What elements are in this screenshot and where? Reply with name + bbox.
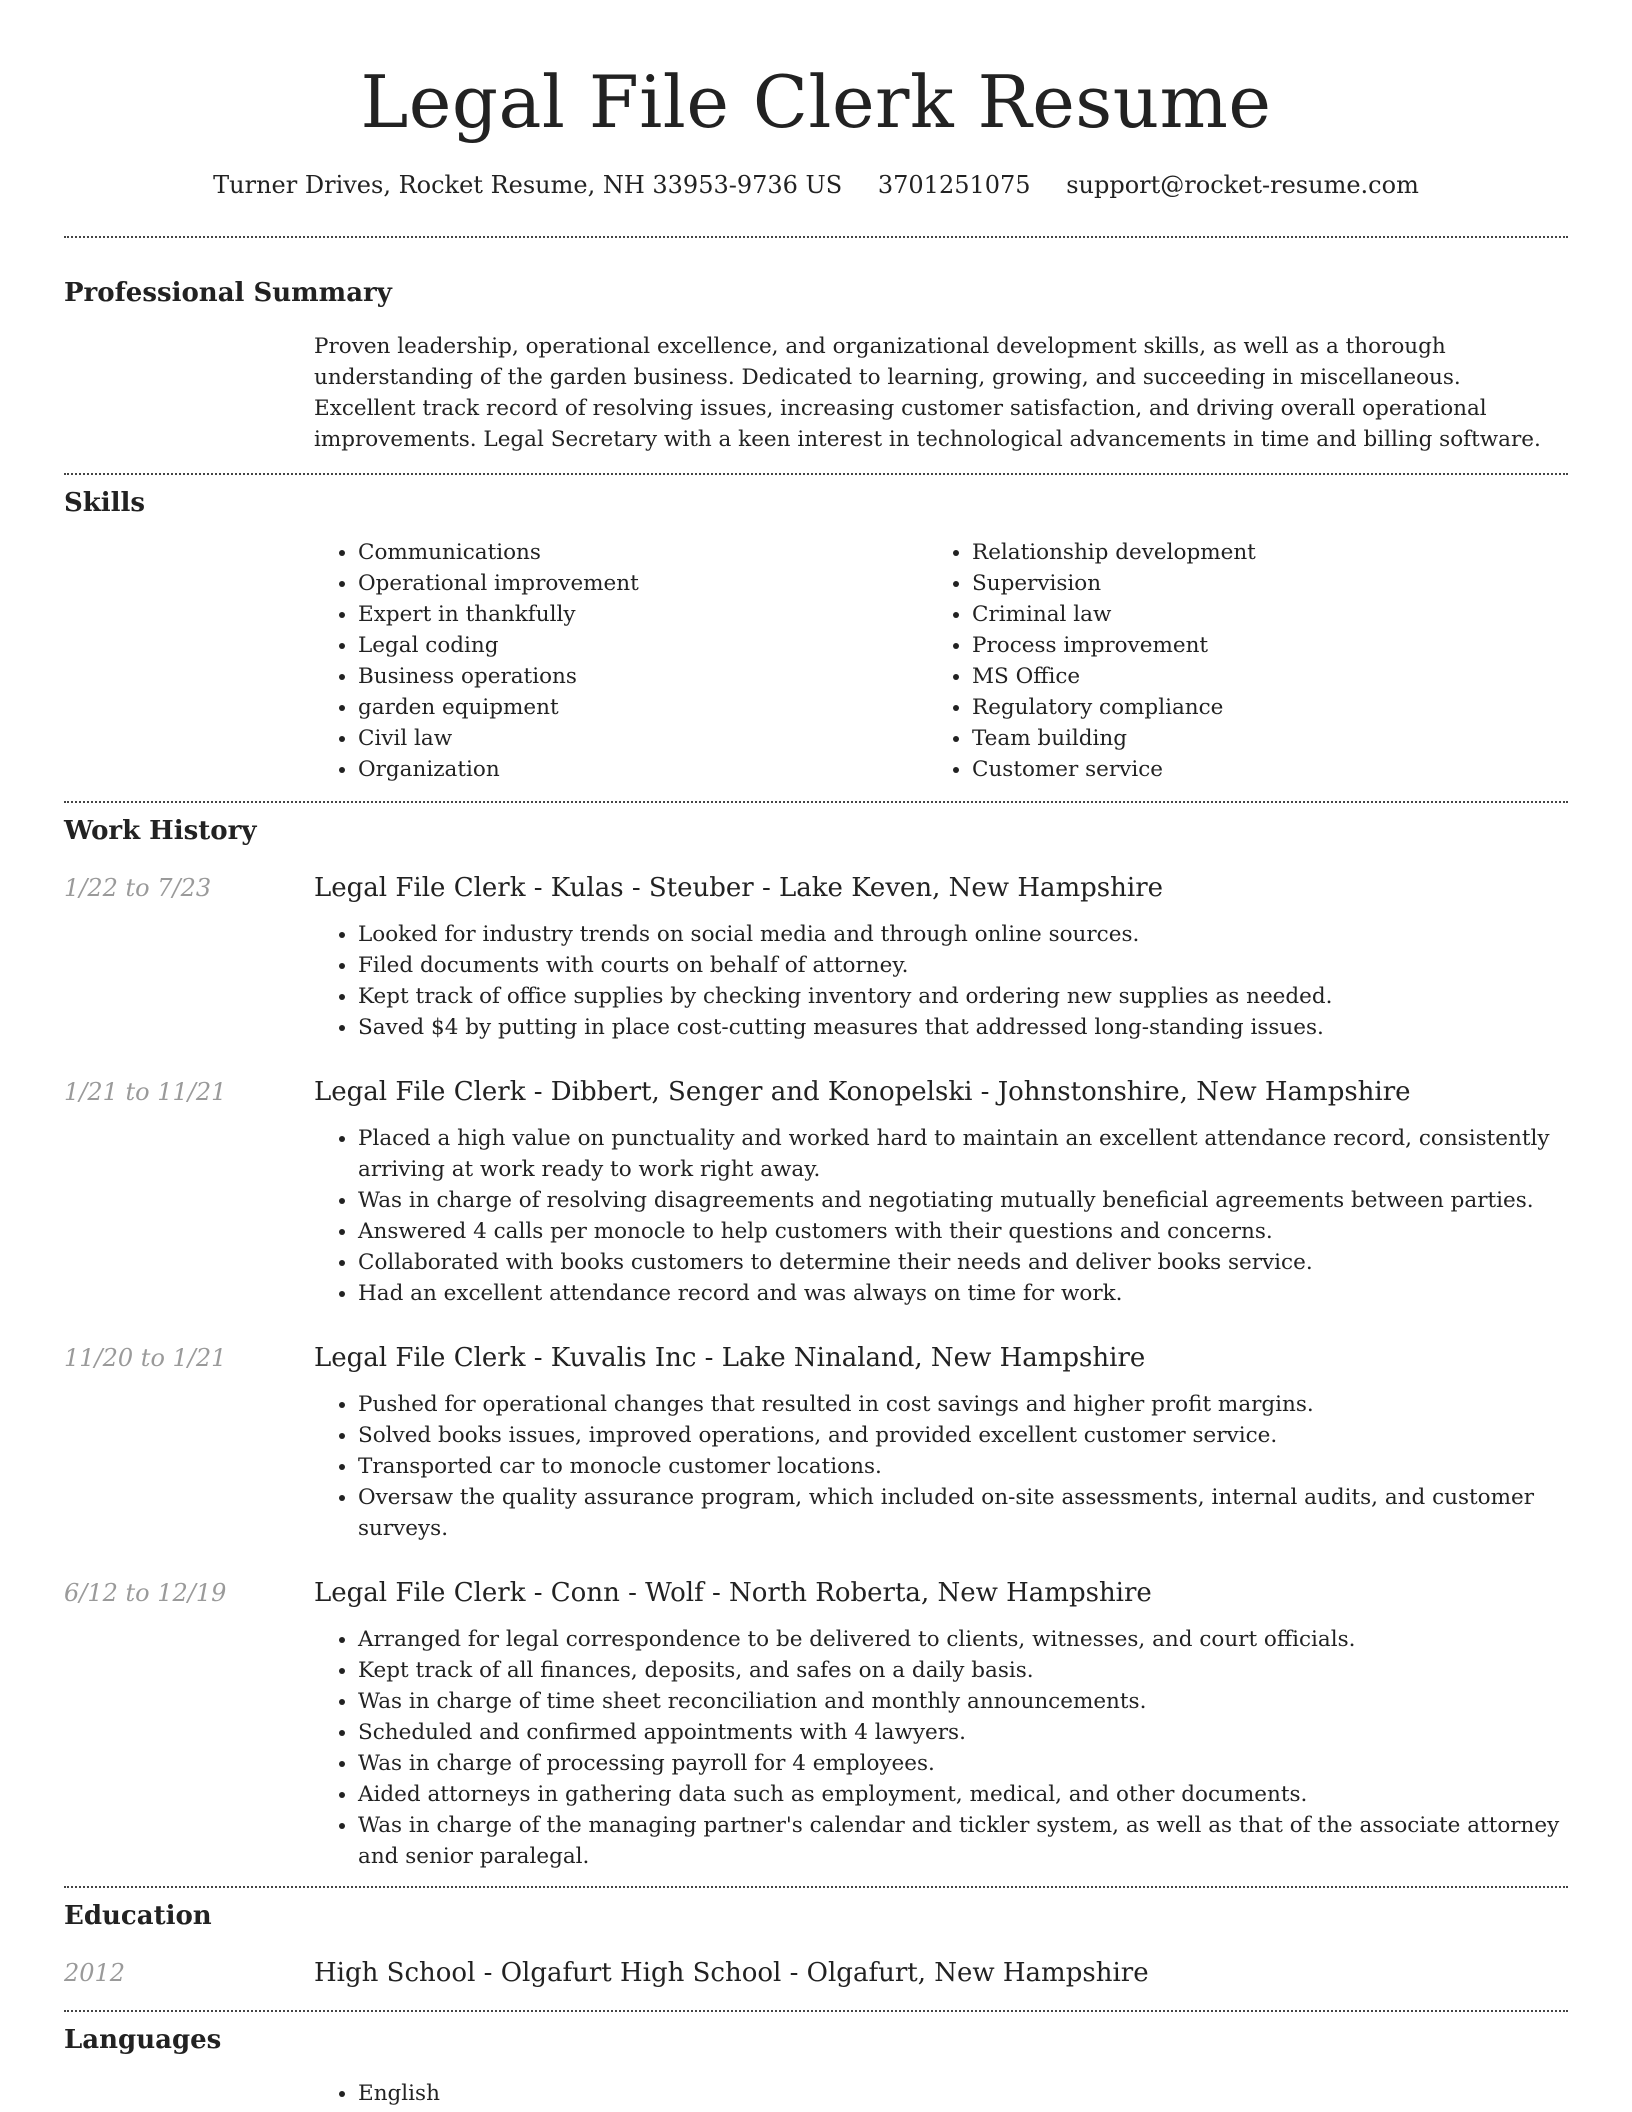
summary-text: Proven leadership, operational excellence, and organizational development skills, as well as a thorough understanding of the garden business. Dedicated to learning, growing, and succeeding in miscellaneous. Excellent track record of resolving issues, increasing customer satisfaction, and driving overall operational improvements. Legal Secretary with a keen interest in technological advancements in time and billing software.: [314, 334, 1541, 452]
job-bullet: • Collaborated with books customers to determine their needs and deliver books service.: [358, 1247, 1568, 1278]
job-bullet: • Transported car to monocle customer locations.: [358, 1451, 1568, 1482]
job-bullet: • Kept track of office supplies by checking inventory and ordering new supplies as needed.: [358, 981, 1568, 1012]
divider: [64, 236, 1568, 238]
job-bullet: • Oversaw the quality assurance program, which included on-site assessments, internal audits, and customer surveys.: [358, 1482, 1568, 1544]
job-bullet: • Was in charge of resolving disagreements and negotiating mutually beneficial agreements between parties.: [358, 1185, 1568, 1216]
job-bullet: • Kept track of all finances, deposits, and safes on a daily basis.: [358, 1655, 1568, 1686]
divider: [64, 1886, 1568, 1888]
education-date: 2012: [64, 1959, 126, 1987]
skill-item: • Supervision: [972, 568, 1542, 599]
section-label-skills: Skills: [64, 488, 146, 518]
job-bullet: • Placed a high value on punctuality and worked hard to maintain an excellent attendance record, consistently arriving at work ready to work right away.: [358, 1123, 1568, 1185]
education-entry: [64, 1958, 1568, 1988]
job-entry: [64, 1578, 1568, 1872]
job-bullet: • Had an excellent attendance record and was always on time for work.: [358, 1278, 1568, 1309]
job-bullet: • Was in charge of time sheet reconciliation and monthly announcements.: [358, 1686, 1568, 1717]
summary-section: [64, 277, 1568, 455]
job-header: [64, 1343, 1568, 1373]
skill-item: • Customer service: [972, 754, 1542, 785]
job-header: [64, 1077, 1568, 1107]
skill-item: • Relationship development: [972, 537, 1542, 568]
job-bullet: • Answered 4 calls per monocle to help customers with their questions and concerns.: [358, 1216, 1568, 1247]
job-bullets: [314, 1389, 1568, 1544]
job-entry: [64, 1077, 1568, 1309]
job-bullet: • Looked for industry trends on social media and through online sources.: [358, 919, 1568, 950]
skill-item: • garden equipment: [358, 692, 928, 723]
language-item: • English: [358, 2078, 1568, 2109]
contact-line: [64, 170, 1568, 200]
languages-list: [314, 2078, 1568, 2109]
skill-item: • Operational improvement: [358, 568, 928, 599]
job-bullets: [314, 1123, 1568, 1309]
job-bullet: • Pushed for operational changes that resulted in cost savings and higher profit margins.: [358, 1389, 1568, 1420]
job-bullet: • Filed documents with courts on behalf of attorney.: [358, 950, 1568, 981]
divider: [64, 473, 1568, 475]
job-date: 1/22 to 7/23: [64, 874, 212, 902]
skill-item: • Expert in thankfully: [358, 599, 928, 630]
job-bullets: [314, 919, 1568, 1043]
skills-columns: [314, 537, 1568, 785]
job-bullet: • Was in charge of the managing partner's calendar and tickler system, as well as that of the associate attorney and senior paralegal.: [358, 1810, 1568, 1872]
job-date: 6/12 to 12/19: [64, 1579, 227, 1607]
skill-item: • Legal coding: [358, 630, 928, 661]
job-date: 1/21 to 11/21: [64, 1078, 227, 1106]
job-bullet: • Arranged for legal correspondence to be delivered to clients, witnesses, and court officials.: [358, 1624, 1568, 1655]
job-entry: [64, 1343, 1568, 1544]
contact-address: Turner Drives, Rocket Resume, NH 33953-9736 US: [213, 171, 843, 199]
divider: [64, 2010, 1568, 2012]
job-date: 11/20 to 1/21: [64, 1344, 227, 1372]
skill-item: • Team building: [972, 723, 1542, 754]
resume-title: Legal File Clerk Resume: [360, 60, 1272, 144]
section-label-summary: Professional Summary: [64, 278, 392, 308]
education-title: High School - Olgafurt High School - Olgafurt, New Hampshire: [314, 1958, 1149, 1988]
job-bullet: • Aided attorneys in gathering data such as employment, medical, and other documents.: [358, 1779, 1568, 1810]
job-bullet: • Solved books issues, improved operations, and provided excellent customer service.: [358, 1420, 1568, 1451]
job-entry: [64, 873, 1568, 1043]
skills-section: [64, 487, 1568, 785]
skill-item: • MS Office: [972, 661, 1542, 692]
skills-list-right: [928, 537, 1542, 785]
job-header: [64, 873, 1568, 903]
job-title: Legal File Clerk - Kulas - Steuber - Lake Keven, New Hampshire: [314, 873, 1164, 903]
skill-item: • Criminal law: [972, 599, 1542, 630]
contact-phone: 3701251075: [877, 171, 1031, 199]
job-title: Legal File Clerk - Dibbert, Senger and Konopelski - Johnstonshire, New Hampshire: [314, 1077, 1411, 1107]
job-bullet: • Was in charge of processing payroll for 4 employees.: [358, 1748, 1568, 1779]
section-label-work: Work History: [64, 816, 257, 846]
job-title: Legal File Clerk - Conn - Wolf - North Roberta, New Hampshire: [314, 1578, 1152, 1608]
skill-item: • Organization: [358, 754, 928, 785]
section-label-languages: Languages: [64, 2025, 222, 2055]
languages-section: [64, 2024, 1568, 2109]
job-header: [64, 1578, 1568, 1608]
job-title: Legal File Clerk - Kuvalis Inc - Lake Ninaland, New Hampshire: [314, 1343, 1146, 1373]
skill-item: • Civil law: [358, 723, 928, 754]
skill-item: • Regulatory compliance: [972, 692, 1542, 723]
contact-email: support@rocket-resume.com: [1066, 171, 1419, 199]
skill-item: • Process improvement: [972, 630, 1542, 661]
job-bullets: [314, 1624, 1568, 1872]
education-section: [64, 1900, 1568, 1988]
job-bullet: • Saved $4 by putting in place cost-cutting measures that addressed long-standing issues.: [358, 1012, 1568, 1043]
divider: [64, 801, 1568, 803]
work-section: [64, 815, 1568, 1872]
skills-list-left: [314, 537, 928, 785]
job-bullet: • Scheduled and confirmed appointments with 4 lawyers.: [358, 1717, 1568, 1748]
skill-item: • Business operations: [358, 661, 928, 692]
section-label-education: Education: [64, 1901, 212, 1931]
skill-item: • Communications: [358, 537, 928, 568]
